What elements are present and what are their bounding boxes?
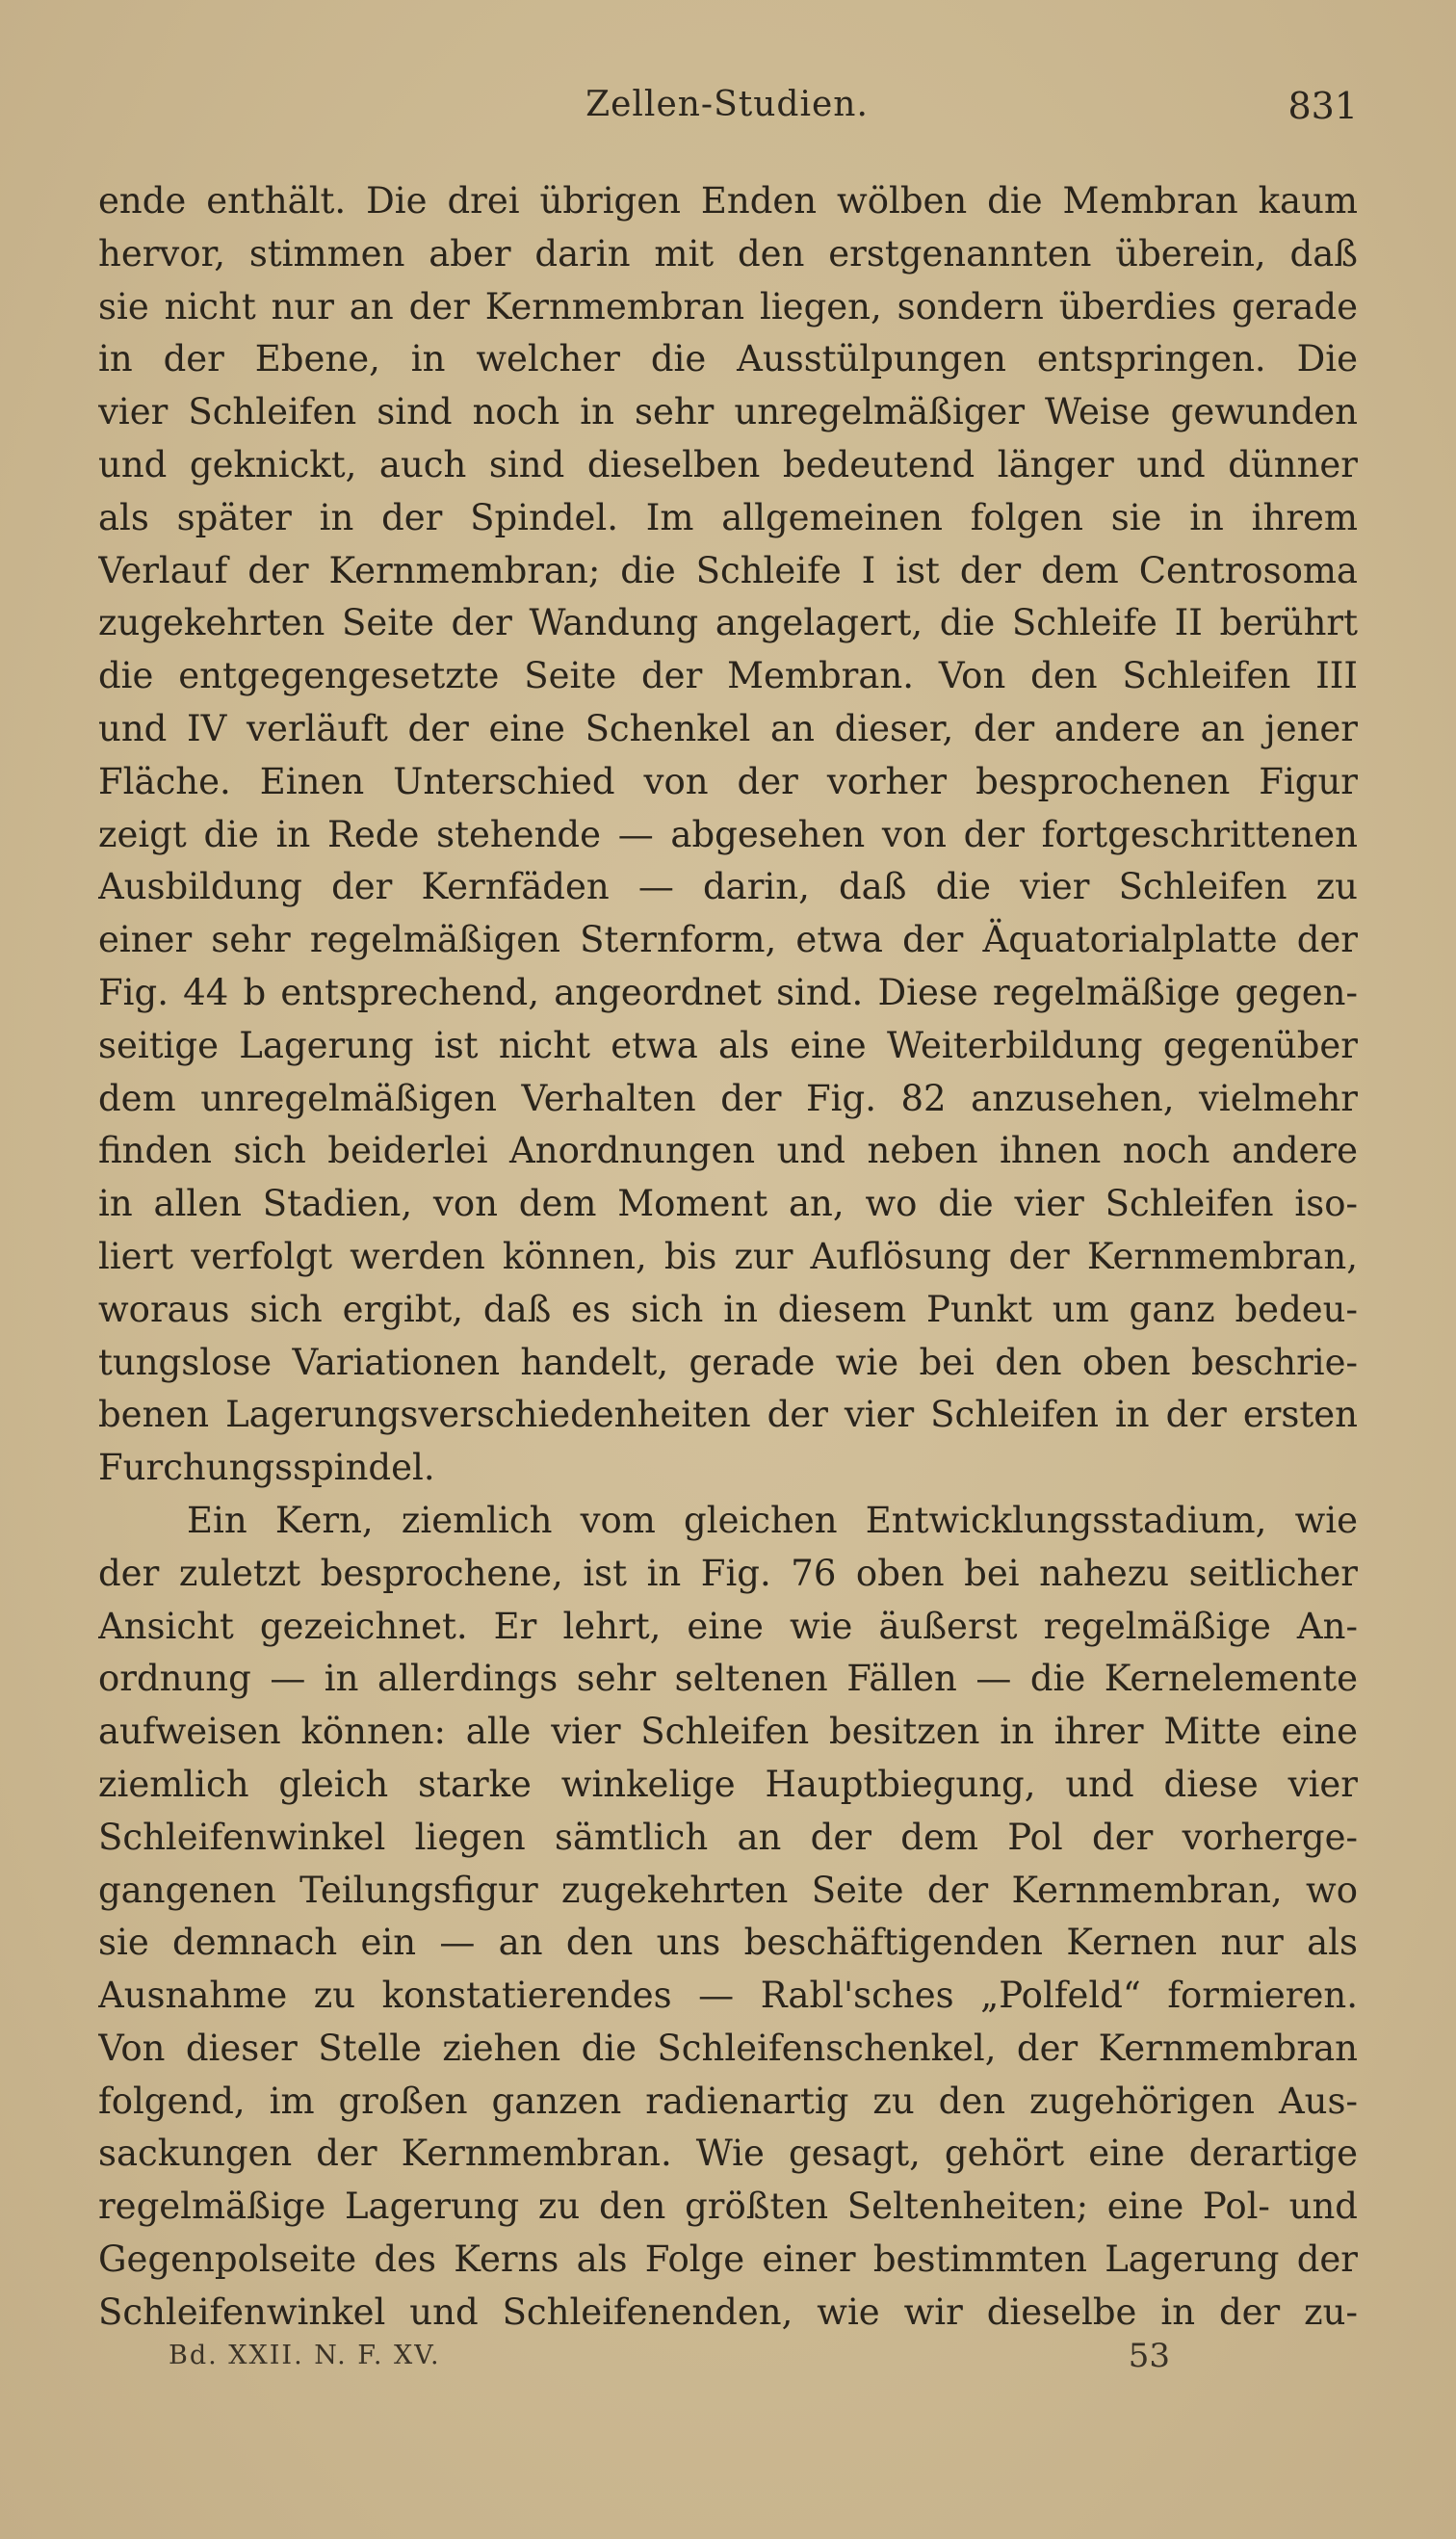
text-line: benen Lagerungsverschiedenheiten der vier Schleifen in der ersten (98, 1394, 1358, 1436)
text-line-paragraph-start: Ein Kern, ziemlich vom gleichen Entwicklungsstadium, wie (187, 1499, 1358, 1541)
text-line: in allen Stadien, von dem Moment an, wo die vier Schleifen iso- (98, 1183, 1358, 1225)
text-line: folgend, im großen ganzen radienartig zu den zugehörigen Aus- (98, 2080, 1358, 2122)
text-line: und IV verläuft der eine Schenkel an dieser, der andere an jener (98, 707, 1358, 749)
body-text (98, 175, 1358, 2340)
text-line: in der Ebene, in welcher die Ausstülpungen entspringen. Die (98, 338, 1358, 380)
text-line: Ausnahme zu konstatierendes — Rabl'sches „Polfeld“ formieren. (98, 1975, 1358, 2017)
text-line: sie nicht nur an der Kernmembran liegen, sondern überdies gerade (98, 285, 1358, 327)
text-line: zeigt die in Rede stehende — abgesehen von der fortgeschrittenen (98, 813, 1358, 855)
text-line: regelmäßige Lagerung zu den größten Seltenheiten; eine Pol- und (98, 2186, 1358, 2228)
text-line: Gegenpolseite des Kerns als Folge einer bestimmten Lagerung der (98, 2238, 1358, 2281)
text-line: ende enthält. Die drei übrigen Enden wölben die Membran kaum (98, 180, 1358, 222)
text-line: hervor, stimmen aber darin mit den erstgenannten überein, daß (98, 232, 1358, 275)
text-line: Von dieser Stelle ziehen die Schleifenschenkel, der Kernmembran (98, 2027, 1358, 2069)
text-line: und geknickt, auch sind dieselben bedeutend länger und dünner (98, 443, 1358, 485)
text-line: dem unregelmäßigen Verhalten der Fig. 82 anzusehen, vielmehr (98, 1077, 1358, 1119)
text-line: Schleifenwinkel liegen sämtlich an der dem Pol der vorherge- (98, 1816, 1358, 1858)
text-line: der zuletzt besprochene, ist in Fig. 76 oben bei nahezu seitlicher (98, 1552, 1358, 1594)
page-footer (169, 2337, 1170, 2385)
text-line: als später in der Spindel. Im allgemeinen folgen sie in ihrem (98, 496, 1358, 538)
text-line: sie demnach ein — an den uns beschäftigenden Kernen nur als (98, 1922, 1358, 1964)
text-line: Fig. 44 b entsprechend, angeordnet sind. Diese regelmäßige gegen- (98, 971, 1358, 1013)
text-line: woraus sich ergibt, daß es sich in diesem Punkt um ganz bedeu- (98, 1288, 1358, 1330)
text-line: seitige Lagerung ist nicht etwa als eine Weiterbildung gegenüber (98, 1024, 1358, 1066)
text-line: ordnung — in allerdings sehr seltenen Fällen — die Kernelemente (98, 1658, 1358, 1700)
page-header (96, 85, 1358, 133)
text-line: Ausbildung der Kernfäden — darin, daß die vier Schleifen zu (98, 866, 1358, 908)
text-line: finden sich beiderlei Anordnungen und neben ihnen noch andere (98, 1130, 1358, 1172)
text-line: einer sehr regelmäßigen Sternform, etwa der Äquatorialplatte der (98, 919, 1358, 961)
text-line: zugekehrten Seite der Wandung angelagert, die Schleife II berührt (98, 602, 1358, 644)
sheet-number: 53 (1128, 2337, 1170, 2375)
text-line: Schleifenwinkel und Schleifenenden, wie wir dieselbe in der zu- (98, 2290, 1358, 2333)
running-title: Zellen-Studien. (585, 85, 869, 124)
text-line: gangenen Teilungsfigur zugekehrten Seite der Kernmembran, wo (98, 1869, 1358, 1911)
volume-signature: Bd. XXII. N. F. XV. (169, 2341, 441, 2370)
text-line: Fläche. Einen Unterschied von der vorher besprochenen Figur (98, 760, 1358, 802)
text-line: die entgegengesetzte Seite der Membran. Von den Schleifen III (98, 655, 1358, 697)
text-line: tungslose Variationen handelt, gerade wie bei den oben beschrie- (98, 1341, 1358, 1383)
text-line-paragraph-end: Furchungsspindel. (98, 1447, 435, 1489)
page-number: 831 (1287, 85, 1358, 127)
text-line: liert verfolgt werden können, bis zur Auflösung der Kernmembran, (98, 1235, 1358, 1277)
text-line: Verlauf der Kernmembran; die Schleife I ist der dem Centrosoma (98, 549, 1358, 591)
text-line: vier Schleifen sind noch in sehr unregelmäßiger Weise gewunden (98, 391, 1358, 433)
text-line: Ansicht gezeichnet. Er lehrt, eine wie äußerst regelmäßige An- (98, 1605, 1358, 1647)
text-line: sackungen der Kernmembran. Wie gesagt, gehört eine derartige (98, 2133, 1358, 2175)
text-line: aufweisen können: alle vier Schleifen besitzen in ihrer Mitte eine (98, 1711, 1358, 1753)
text-line: ziemlich gleich starke winkelige Hauptbiegung, und diese vier (98, 1763, 1358, 1805)
